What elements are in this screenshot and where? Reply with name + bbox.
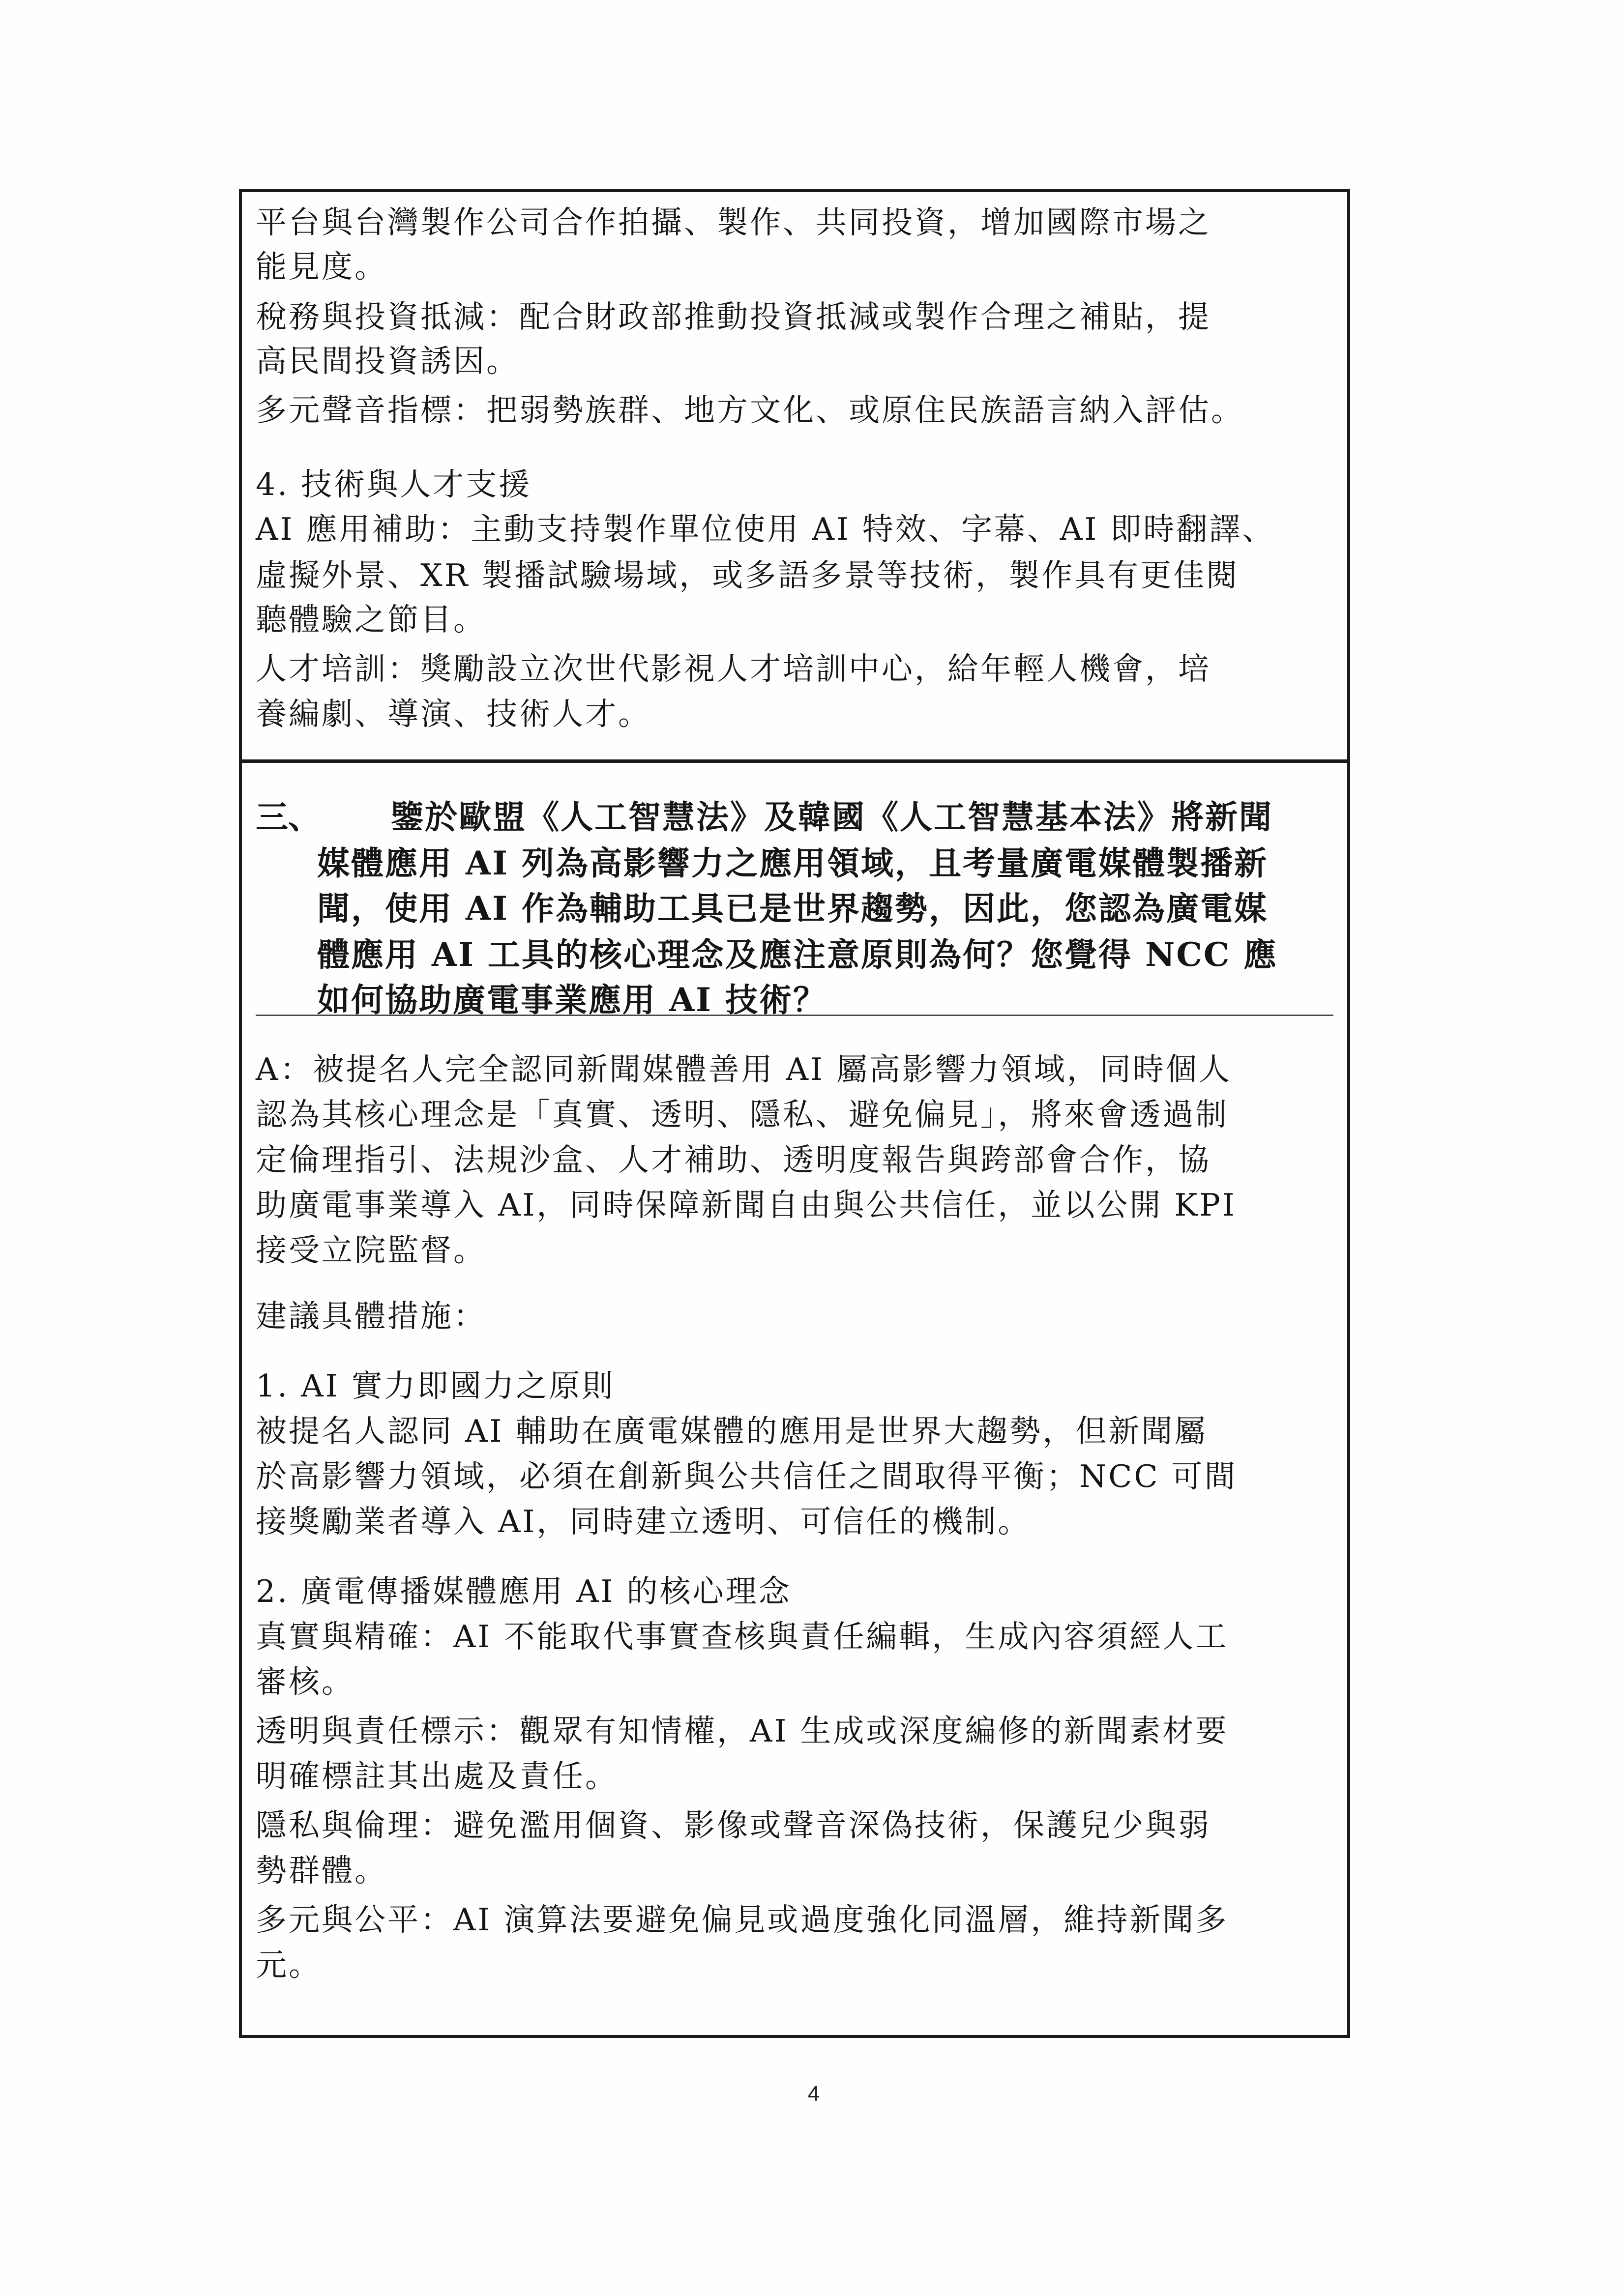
- text-line: 稅務與投資抵減：配合財政部推動投資抵減或製作合理之補貼，提: [256, 299, 1211, 335]
- text-line: 能見度。: [256, 249, 387, 285]
- question-answer-divider: [256, 1015, 1333, 1016]
- answer-subheading: 1. AI 實力即國力之原則: [256, 1368, 615, 1404]
- answer-line: 透明與責任標示：觀眾有知情權，AI 生成或深度編修的新聞素材要: [256, 1713, 1229, 1749]
- answer-line: 認為其核心理念是「真實、透明、隱私、避免偏見」，將來會透過制: [256, 1097, 1229, 1133]
- answer-line: 真實與精確：AI 不能取代事實查核與責任編輯，生成內容須經人工: [256, 1619, 1229, 1655]
- answer-line: 被提名人認同 AI 輔助在廣電媒體的應用是世界大趨勢，但新聞屬: [256, 1413, 1208, 1449]
- answer-line: 勢群體。: [256, 1853, 387, 1889]
- answer-line: 審核。: [256, 1664, 354, 1700]
- answer-line: 定倫理指引、法規沙盒、人才補助、透明度報告與跨部會合作，協: [256, 1142, 1211, 1178]
- answer-line: 接受立院監督。: [256, 1232, 486, 1268]
- page-number: 4: [807, 2082, 820, 2106]
- text-line: AI 應用補助：主動支持製作單位使用 AI 特效、字幕、AI 即時翻譯、: [256, 511, 1275, 547]
- question-line: 聞，使用 AI 作為輔助工具已是世界趨勢，因此，您認為廣電媒: [317, 889, 1269, 928]
- text-line: 養編劇、導演、技術人才。: [256, 696, 651, 732]
- table-cell-question-three: [239, 760, 1350, 2038]
- table-cell-previous-answer: [239, 189, 1350, 762]
- answer-line: 隱私與倫理：避免濫用個資、影像或聲音深偽技術，保護兒少與弱: [256, 1807, 1211, 1843]
- answer-line: 接獎勵業者導入 AI，同時建立透明、可信任的機制。: [256, 1504, 1031, 1540]
- text-line: 平台與台灣製作公司合作拍攝、製作、共同投資，增加國際市場之: [256, 204, 1211, 240]
- text-line: 聽體驗之節目。: [256, 602, 486, 638]
- text-line: 虛擬外景、XR 製播試驗場域，或多語多景等技術，製作具有更佳閱: [256, 557, 1240, 593]
- text-line: 高民間投資誘因。: [256, 343, 519, 379]
- answer-line: 於高影響力領域，必須在創新與公共信任之間取得平衡；NCC 可間: [256, 1458, 1238, 1494]
- answer-subheading: 2. 廣電傳播媒體應用 AI 的核心理念: [256, 1573, 792, 1609]
- question-line: 如何協助廣電事業應用 AI 技術？: [317, 981, 827, 1019]
- question-line: 媒體應用 AI 列為高影響力之應用領域，且考量廣電媒體製播新: [317, 844, 1269, 882]
- answer-subheading: 建議具體措施：: [256, 1298, 486, 1334]
- answer-line: 元。: [256, 1947, 322, 1983]
- answer-line: A：被提名人完全認同新聞媒體善用 AI 屬高影響力領域，同時個人: [256, 1051, 1232, 1087]
- answer-line: 多元與公平：AI 演算法要避免偏見或過度強化同溫層，維持新聞多: [256, 1902, 1229, 1938]
- text-line: 多元聲音指標：把弱勢族群、地方文化、或原住民族語言納入評估。: [256, 392, 1244, 428]
- subheading: 4. 技術與人才支援: [256, 466, 532, 502]
- answer-line: 明確標註其出處及責任。: [256, 1758, 618, 1794]
- text-line: 人才培訓：獎勵設立次世代影視人才培訓中心，給年輕人機會，培: [256, 651, 1211, 687]
- answer-line: 助廣電事業導入 AI，同時保障新聞自由與公共信任，並以公開 KPI: [256, 1187, 1237, 1223]
- question-number: 三、: [256, 798, 321, 836]
- question-line: 體應用 AI 工具的核心理念及應注意原則為何？您覺得 NCC 應: [317, 935, 1278, 974]
- question-line: 鑒於歐盟《人工智慧法》及韓國《人工智慧基本法》將新聞: [391, 798, 1273, 836]
